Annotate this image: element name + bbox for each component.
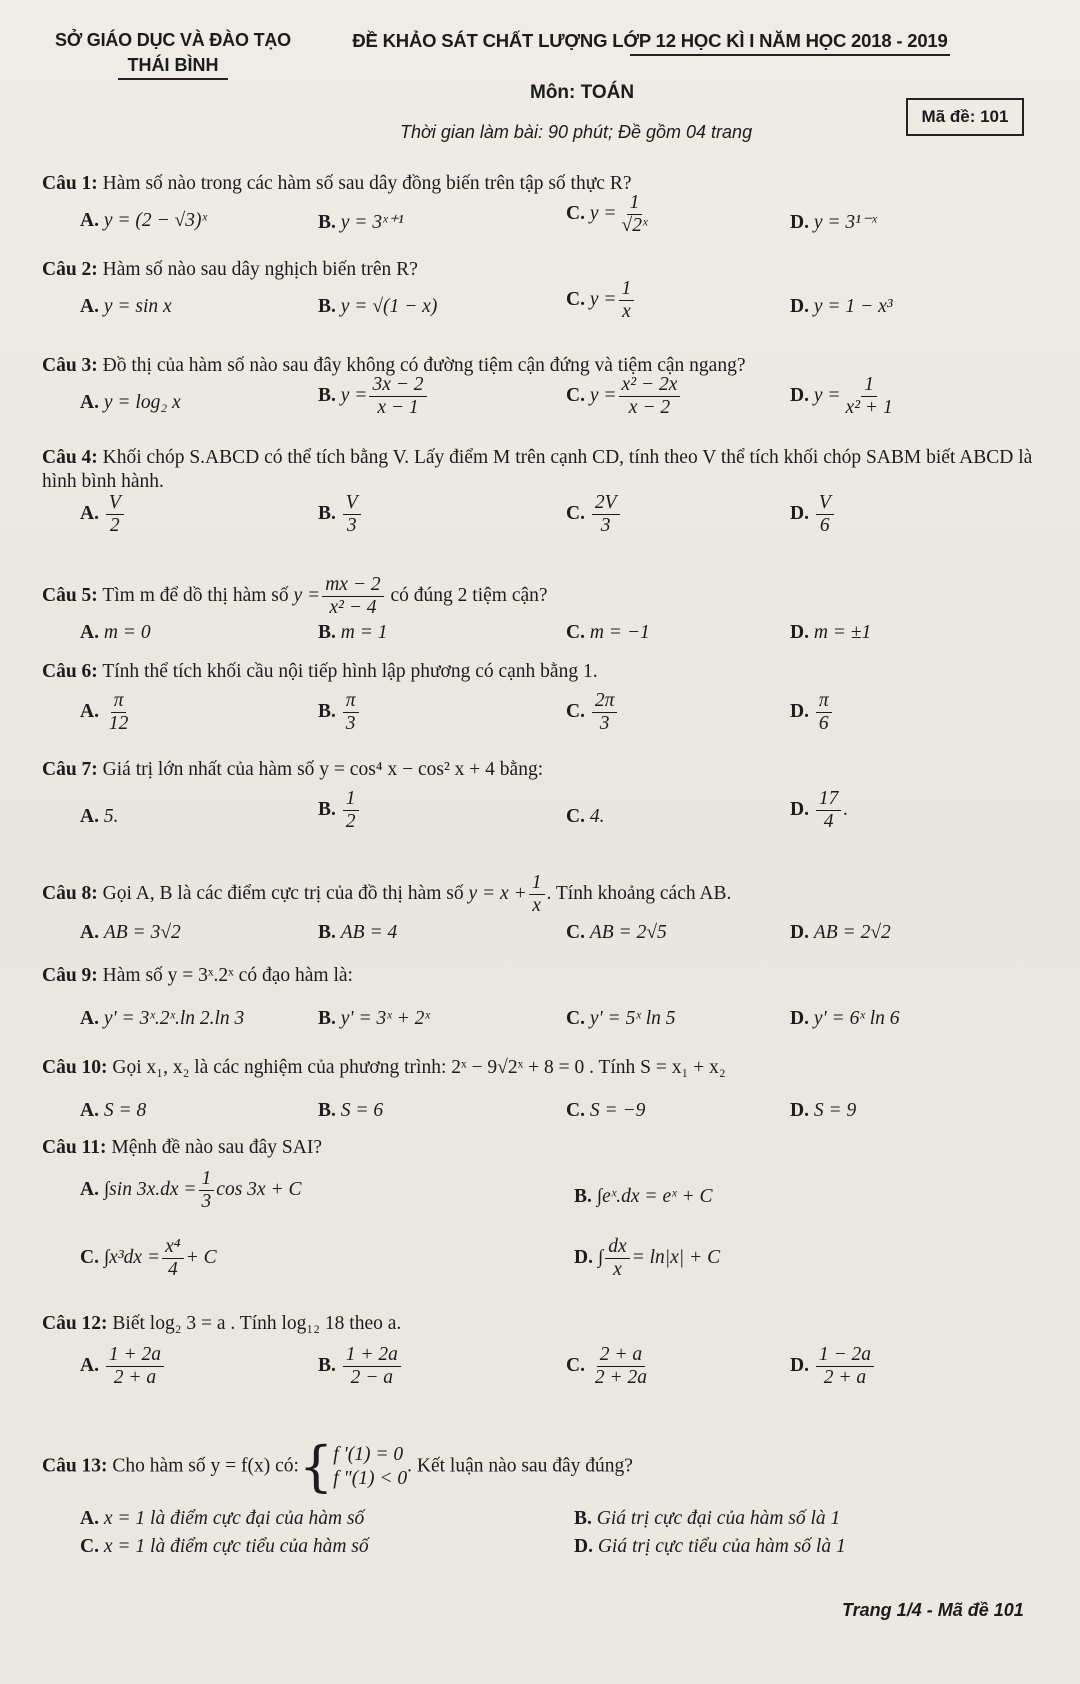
question-label: Câu 13:	[42, 1455, 108, 1477]
answer-option-d[interactable]	[790, 788, 848, 833]
question-tail: . Kết luận nào sau đây đúng?	[407, 1455, 633, 1477]
answer-option-d[interactable]	[790, 210, 877, 234]
option-key: D.	[790, 798, 809, 820]
answer-option-b[interactable]	[318, 492, 363, 537]
question-label: Câu 6:	[42, 661, 98, 682]
answer-option-b[interactable]	[574, 1508, 840, 1530]
option-value: y' = 5ˣ ln 5	[589, 1008, 676, 1029]
option-key: D.	[790, 922, 809, 943]
system-row: f '(1) = 0	[333, 1444, 404, 1465]
option-key: A.	[80, 392, 99, 413]
numerator: V	[343, 492, 361, 515]
fraction	[106, 690, 132, 735]
question-11	[42, 1136, 1042, 1160]
option-value: ∫eˣ.dx = eˣ + C	[596, 1186, 713, 1207]
option-key: B.	[318, 502, 336, 524]
fraction	[619, 374, 681, 419]
province-name: THÁI BÌNH	[127, 55, 219, 75]
answer-option-b[interactable]	[574, 1186, 713, 1208]
option-value: y = log₂ x	[103, 392, 181, 413]
option-suffix: cos 3x + C	[216, 1178, 302, 1200]
system-rows	[333, 1443, 407, 1491]
answer-option-a[interactable]	[80, 210, 207, 232]
option-prefix: ∫	[597, 1246, 604, 1268]
numerator: π	[816, 690, 832, 713]
option-key: C.	[566, 288, 585, 310]
fraction	[592, 492, 620, 537]
denominator: 3	[346, 515, 357, 536]
numerator: 1 − 2a	[816, 1344, 874, 1367]
answer-option-a[interactable]	[80, 690, 133, 735]
option-prefix: y =	[589, 288, 617, 310]
question-tail: . Tính khoảng cách AB.	[546, 882, 732, 904]
equation-system	[298, 1435, 408, 1498]
option-key: A.	[80, 502, 99, 524]
denominator: x	[532, 895, 541, 916]
option-key: C.	[566, 806, 585, 827]
numerator: 1 + 2a	[106, 1344, 164, 1367]
question-text: Hàm số y = 3ˣ.2ˣ có đạo hàm là:	[97, 965, 353, 986]
option-key: C.	[566, 202, 585, 224]
option-key: B.	[318, 1100, 336, 1121]
option-value: x = 1 là điểm cực tiểu của hàm số	[103, 1536, 369, 1557]
option-key: D.	[574, 1246, 593, 1268]
option-suffix: = ln|x| + C	[631, 1246, 721, 1268]
numerator: 2V	[592, 492, 620, 515]
question-label: Câu 8:	[42, 882, 98, 904]
numerator: 1	[343, 788, 359, 811]
question-13	[42, 1435, 1042, 1498]
option-key: C.	[566, 384, 585, 406]
question-5	[42, 574, 1042, 619]
option-key: C.	[80, 1246, 99, 1268]
option-prefix: ∫x³dx =	[103, 1246, 161, 1268]
answer-option-a[interactable]	[80, 622, 151, 644]
numerator: V	[816, 492, 834, 515]
denominator: 2 + 2a	[594, 1367, 648, 1388]
answer-option-a[interactable]	[80, 922, 181, 944]
option-key: D.	[790, 296, 809, 317]
question-text: Tìm m để dồ thị hàm số	[97, 584, 289, 606]
answer-option-a[interactable]	[80, 1008, 244, 1030]
option-key: D.	[790, 502, 809, 524]
answer-option-d[interactable]	[790, 922, 891, 944]
question-text: Gọi x₁, x₂ là các nghiệm của phương trình: 2ˣ − 9√2ˣ + 8 = 0 . Tính S = x₁ + x₂	[107, 1057, 726, 1078]
fraction	[619, 278, 635, 323]
answer-option-d[interactable]	[790, 690, 834, 735]
option-key: D.	[790, 384, 809, 406]
denominator: 3	[599, 713, 610, 734]
option-key: D.	[790, 1008, 809, 1029]
answer-option-b[interactable]	[318, 210, 404, 234]
fraction	[816, 492, 834, 537]
question-2	[42, 258, 1042, 282]
question-10	[42, 1056, 1042, 1080]
page-footer: Trang 1/4 - Mã đề 101	[842, 1600, 1024, 1620]
option-suffix: .	[843, 798, 849, 820]
denominator: √2ˣ	[621, 215, 648, 236]
denominator: 3	[201, 1191, 212, 1212]
denominator: 3	[600, 515, 611, 536]
option-value: m = −1	[589, 622, 650, 643]
exam-duration: Thời gian làm bài: 90 phút; Đề gồm 04 trang	[400, 122, 753, 142]
option-key: D.	[790, 622, 809, 643]
option-value: 4.	[589, 806, 605, 827]
numerator: V	[106, 492, 124, 515]
answer-option-a[interactable]	[80, 1508, 364, 1530]
option-prefix: y =	[813, 384, 841, 406]
answer-option-d[interactable]	[790, 1344, 876, 1389]
exam-subject: Môn: TOÁN	[530, 82, 635, 103]
option-value: y = sin x	[103, 296, 172, 317]
option-key: C.	[566, 1100, 585, 1121]
option-prefix: ∫sin 3x.dx =	[103, 1178, 197, 1200]
question-tail: có đúng 2 tiệm cận?	[385, 584, 548, 606]
option-key: B.	[318, 1008, 336, 1029]
denominator: x	[622, 301, 631, 322]
fraction	[322, 574, 383, 619]
answer-option-a[interactable]	[80, 392, 181, 414]
question-text: Đồ thị của hàm số nào sau đây không có đường tiệm cận đứng và tiệm cận ngang?	[97, 355, 746, 376]
question-label: Câu 11:	[42, 1137, 107, 1158]
option-value: 5.	[103, 806, 119, 827]
denominator: 2	[109, 515, 120, 536]
answer-option-c[interactable]	[566, 622, 650, 644]
option-value: S = 9	[813, 1100, 857, 1121]
answer-option-c[interactable]	[80, 1236, 217, 1281]
option-key: A.	[80, 700, 99, 722]
question-label: Câu 4:	[42, 447, 98, 468]
formula-prefix: y = x +	[468, 882, 527, 904]
answer-option-d[interactable]	[790, 296, 893, 318]
question-text: Biết log₂ 3 = a . Tính log₁₂ 18 theo a.	[107, 1313, 402, 1334]
option-value: y = √(1 − x)	[340, 296, 438, 317]
system-row: f "(1) < 0	[333, 1468, 408, 1489]
option-key: A.	[80, 1354, 99, 1376]
question-12	[42, 1312, 1042, 1336]
option-value: Giá trị cực đại của hàm số là 1	[596, 1508, 841, 1529]
denominator: 4	[823, 811, 834, 832]
numerator: 1	[627, 192, 643, 215]
question-text: Gọi A, B là các điểm cực trị của đồ thị hàm số	[97, 882, 464, 904]
question-text: Tính thể tích khối cầu nội tiếp hình lập phương có cạnh bằng 1.	[97, 661, 598, 682]
title-underline	[630, 54, 950, 56]
numerator: 2 + a	[597, 1344, 645, 1367]
answer-option-d[interactable]	[790, 374, 898, 419]
question-label: Câu 9:	[42, 965, 98, 986]
option-key: B.	[318, 700, 336, 722]
option-key: D.	[574, 1536, 593, 1557]
denominator: 12	[108, 713, 129, 734]
denominator: 6	[819, 515, 830, 536]
answer-option-d[interactable]	[790, 1100, 856, 1122]
option-value: x = 1 là điểm cực đại của hàm số	[103, 1508, 365, 1529]
option-value: m = 0	[103, 622, 151, 643]
option-value: S = −9	[589, 1100, 646, 1121]
question-label: Câu 10:	[42, 1057, 108, 1078]
answer-option-c[interactable]	[566, 922, 667, 944]
question-text: Mệnh đề nào sau đây SAI?	[106, 1137, 323, 1158]
answer-option-c[interactable]	[566, 1100, 645, 1122]
header-divider	[118, 78, 228, 80]
option-key: A.	[80, 806, 99, 827]
numerator: 3x − 2	[369, 374, 426, 397]
option-key: D.	[790, 1100, 809, 1121]
answer-option-d[interactable]	[790, 1008, 900, 1030]
fraction	[343, 492, 361, 537]
question-label: Câu 3:	[42, 355, 98, 376]
answer-option-d[interactable]	[574, 1236, 720, 1281]
denominator: 2 + a	[113, 1367, 157, 1388]
option-key: C.	[566, 1008, 585, 1029]
option-key: B.	[318, 384, 336, 406]
option-value: m = 1	[340, 622, 388, 643]
option-value: m = ±1	[813, 622, 872, 643]
question-label: Câu 2:	[42, 259, 98, 280]
denominator: 3	[345, 713, 356, 734]
department-name: SỞ GIÁO DỤC VÀ ĐÀO TẠO	[55, 30, 291, 50]
answer-option-b[interactable]	[318, 1100, 383, 1122]
option-suffix: + C	[185, 1246, 217, 1268]
answer-option-c[interactable]	[566, 192, 653, 237]
answer-option-a[interactable]	[80, 1344, 166, 1389]
answer-option-c[interactable]	[566, 690, 619, 735]
option-key: B.	[318, 212, 336, 233]
option-value: y' = 3ˣ.2ˣ.ln 2.ln 3	[103, 1008, 245, 1029]
fraction	[605, 1236, 629, 1281]
fraction	[162, 1236, 183, 1281]
option-key: A.	[80, 1178, 99, 1200]
answer-option-c[interactable]	[566, 1344, 652, 1389]
answer-option-a[interactable]	[80, 806, 118, 828]
option-value: AB = 2√2	[813, 922, 891, 943]
fraction	[816, 1344, 874, 1389]
option-value: S = 6	[340, 1100, 384, 1121]
answer-option-a[interactable]	[80, 1100, 146, 1122]
option-value: y = (2 − √3)ˣ	[103, 210, 208, 231]
answer-option-c[interactable]	[566, 492, 622, 537]
question-7	[42, 758, 1042, 782]
numerator: mx − 2	[322, 574, 383, 597]
fraction	[592, 1344, 650, 1389]
fraction	[343, 1344, 401, 1389]
option-prefix: y =	[589, 202, 617, 224]
denominator: 2 − a	[350, 1367, 394, 1388]
answer-option-d[interactable]	[790, 492, 836, 537]
option-key: D.	[790, 212, 809, 233]
answer-option-b[interactable]	[318, 1344, 403, 1389]
option-key: A.	[80, 622, 99, 643]
fraction	[619, 192, 651, 237]
fraction	[816, 690, 832, 735]
option-key: B.	[318, 296, 336, 317]
exam-code-box: Mã đề: 101	[906, 98, 1024, 136]
question-text: Khối chóp S.ABCD có thể tích bằng V. Lấy điểm M trên cạnh CD, tính theo V thể tích khối chóp SABM biết ABCD là hình bình hành.	[42, 447, 1033, 492]
option-value: y = 3ˣ⁺¹	[340, 212, 404, 233]
answer-option-b[interactable]	[318, 296, 437, 318]
option-prefix: y =	[589, 384, 617, 406]
brace-symbol: {	[298, 1435, 334, 1498]
numerator: π	[111, 690, 127, 713]
option-key: A.	[80, 1008, 99, 1029]
option-key: C.	[566, 922, 585, 943]
fraction	[343, 690, 359, 735]
answer-option-b[interactable]	[318, 374, 429, 419]
numerator: π	[343, 690, 359, 713]
option-value: y = 3¹⁻ˣ	[813, 212, 877, 233]
numerator: 1 + 2a	[343, 1344, 401, 1367]
answer-option-a[interactable]	[80, 296, 172, 318]
option-key: D.	[790, 1354, 809, 1376]
question-label: Câu 5:	[42, 584, 98, 606]
option-key: B.	[318, 622, 336, 643]
numerator: 1	[199, 1168, 215, 1191]
option-key: B.	[574, 1186, 592, 1207]
option-key: C.	[566, 502, 585, 524]
option-value: AB = 2√5	[589, 922, 667, 943]
option-key: C.	[80, 1536, 99, 1557]
question-1	[42, 172, 1042, 196]
answer-option-b[interactable]	[318, 1008, 430, 1030]
fraction	[343, 788, 359, 833]
answer-option-b[interactable]	[318, 690, 361, 735]
option-key: A.	[80, 210, 99, 231]
answer-option-c[interactable]	[566, 1008, 676, 1030]
fraction	[816, 788, 842, 833]
numerator: 1	[861, 374, 877, 397]
denominator: 6	[818, 713, 829, 734]
question-text: Hàm số nào trong các hàm số sau dây đồng biến trên tập số thực R?	[97, 173, 632, 194]
option-value: AB = 3√2	[103, 922, 181, 943]
option-key: A.	[80, 1508, 99, 1529]
option-key: A.	[80, 296, 99, 317]
option-value: S = 8	[103, 1100, 147, 1121]
denominator: x² + 1	[845, 397, 893, 418]
denominator: 2 + a	[823, 1367, 867, 1388]
option-key: C.	[566, 1354, 585, 1376]
fraction	[199, 1168, 215, 1213]
denominator: x − 2	[628, 397, 671, 418]
option-key: C.	[566, 622, 585, 643]
option-key: B.	[574, 1508, 592, 1529]
question-label: Câu 7:	[42, 759, 98, 780]
numerator: 2π	[592, 690, 618, 713]
option-key: A.	[80, 922, 99, 943]
question-8	[42, 872, 1042, 917]
option-key: B.	[318, 1354, 336, 1376]
fraction	[592, 690, 618, 735]
option-prefix: y =	[340, 384, 368, 406]
answer-option-a[interactable]	[80, 492, 126, 537]
question-label: Câu 12:	[42, 1313, 108, 1334]
denominator: x	[613, 1259, 622, 1280]
answer-option-c[interactable]	[80, 1536, 369, 1558]
numerator: 1	[529, 872, 545, 895]
question-9	[42, 964, 1042, 988]
answer-option-b[interactable]	[318, 922, 397, 944]
numerator: 1	[619, 278, 635, 301]
denominator: 2	[345, 811, 356, 832]
header-right	[330, 30, 970, 56]
question-4	[42, 446, 1042, 494]
option-value: AB = 4	[340, 922, 398, 943]
question-text: Cho hàm số y = f(x) có:	[107, 1455, 299, 1477]
option-value: y = 1 − x³	[813, 296, 893, 317]
formula-prefix: y =	[293, 584, 321, 606]
question-label: Câu 1:	[42, 173, 98, 194]
numerator: 17	[816, 788, 842, 811]
numerator: x² − 2x	[619, 374, 681, 397]
fraction	[106, 1344, 164, 1389]
answer-option-c[interactable]	[566, 806, 604, 828]
answer-option-d[interactable]	[574, 1536, 846, 1558]
question-text: Giá trị lớn nhất của hàm số y = cos⁴ x − cos² x + 4 bằng:	[97, 759, 544, 780]
numerator: x⁴	[162, 1236, 183, 1259]
option-key: B.	[318, 798, 336, 820]
header-left	[28, 30, 318, 80]
option-key: D.	[790, 700, 809, 722]
fraction	[369, 374, 426, 419]
fraction	[106, 492, 124, 537]
question-text: Hàm số nào sau dây nghịch biến trên R?	[97, 259, 418, 280]
fraction	[843, 374, 896, 419]
denominator: x − 1	[377, 397, 419, 418]
option-value: y' = 6ˣ ln 6	[813, 1008, 900, 1029]
answer-option-b[interactable]	[318, 788, 361, 833]
answer-option-a[interactable]	[80, 1168, 302, 1213]
numerator: dx	[605, 1236, 629, 1259]
option-key: B.	[318, 922, 336, 943]
option-value: Giá trị cực tiểu của hàm số là 1	[597, 1536, 846, 1557]
question-6	[42, 660, 1042, 684]
denominator: x² − 4	[329, 597, 377, 618]
exam-title: ĐỀ KHẢO SÁT CHẤT LƯỢNG LỚP 12 HỌC KÌ I NĂM HỌC 2018 - 2019	[352, 30, 948, 51]
answer-option-c[interactable]	[566, 278, 636, 323]
fraction	[529, 872, 545, 917]
option-key: C.	[566, 700, 585, 722]
option-value: y' = 3ˣ + 2ˣ	[340, 1008, 430, 1029]
answer-option-b[interactable]	[318, 622, 388, 644]
denominator: 4	[167, 1259, 178, 1280]
answer-option-c[interactable]	[566, 374, 682, 419]
answer-option-d[interactable]	[790, 622, 871, 644]
option-key: A.	[80, 1100, 99, 1121]
